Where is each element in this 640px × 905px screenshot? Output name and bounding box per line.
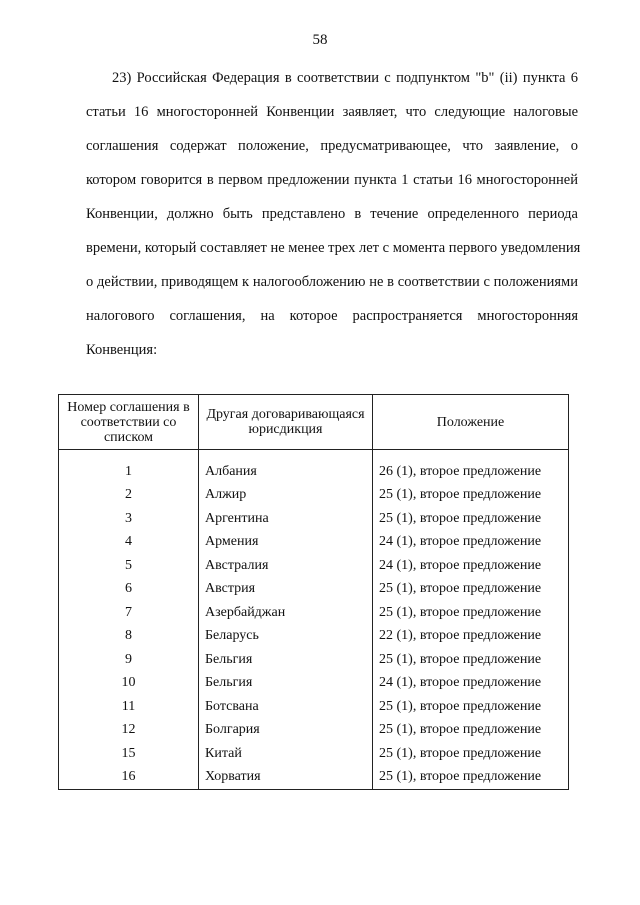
table-row [59, 554, 569, 578]
cell-jurisdiction: Китай [199, 742, 373, 766]
cell-jurisdiction: Алжир [199, 484, 373, 508]
cell-agreement-number: 16 [59, 766, 199, 790]
table-row [59, 531, 569, 555]
cell-provision: 25 (1), второе предложение [373, 601, 569, 625]
cell-jurisdiction: Бельгия [199, 672, 373, 696]
cell-provision: 25 (1), второе предложение [373, 507, 569, 531]
paragraph-line: 23) Российская Федерация в соответствии с подпунктом "b" (ii) пункта 6 [112, 70, 578, 86]
cell-provision: 24 (1), второе предложение [373, 672, 569, 696]
cell-agreement-number: 4 [59, 531, 199, 555]
paragraph-line: котором говорится в первом предложении пункта 1 статьи 16 многосторонней [86, 172, 578, 188]
cell-jurisdiction: Болгария [199, 719, 373, 743]
cell-jurisdiction: Австралия [199, 554, 373, 578]
cell-agreement-number: 11 [59, 695, 199, 719]
table-row [59, 507, 569, 531]
cell-agreement-number: 9 [59, 648, 199, 672]
table-row [59, 625, 569, 649]
paragraph-line: Конвенция: [86, 342, 158, 358]
cell-jurisdiction: Хорватия [199, 766, 373, 790]
table-row [59, 672, 569, 696]
table-row [59, 766, 569, 790]
paragraph-line: времени, который составляет не менее трех лет с момента первого уведомления [86, 240, 581, 256]
cell-jurisdiction: Аргентина [199, 507, 373, 531]
cell-provision: 25 (1), второе предложение [373, 719, 569, 743]
table-row [59, 719, 569, 743]
paragraph-line: Конвенции, должно быть представлено в течение определенного периода [86, 206, 578, 222]
table-row [59, 601, 569, 625]
cell-jurisdiction: Ботсвана [199, 695, 373, 719]
table-spacer-row [59, 450, 569, 461]
cell-agreement-number: 10 [59, 672, 199, 696]
table-body [59, 450, 569, 790]
cell-agreement-number: 7 [59, 601, 199, 625]
cell-provision: 24 (1), второе предложение [373, 554, 569, 578]
declaration-paragraph [86, 61, 581, 367]
paragraph-line: соглашения содержат положение, предусматривающее, что заявление, о [86, 138, 578, 154]
cell-provision: 25 (1), второе предложение [373, 578, 569, 602]
header-agreement-number: Номер соглашения в соответствии со списком [59, 395, 199, 450]
cell-jurisdiction: Австрия [199, 578, 373, 602]
cell-provision: 25 (1), второе предложение [373, 695, 569, 719]
cell-jurisdiction: Беларусь [199, 625, 373, 649]
cell-provision: 26 (1), второе предложение [373, 460, 569, 484]
paragraph-line: статьи 16 многосторонней Конвенции заявляет, что следующие налоговые [86, 104, 578, 120]
cell-provision: 24 (1), второе предложение [373, 531, 569, 555]
cell-agreement-number: 15 [59, 742, 199, 766]
table-header-row [59, 395, 569, 450]
table-row [59, 460, 569, 484]
cell-agreement-number: 6 [59, 578, 199, 602]
cell-agreement-number: 1 [59, 460, 199, 484]
cell-jurisdiction: Албания [199, 460, 373, 484]
table-row [59, 648, 569, 672]
cell-agreement-number: 3 [59, 507, 199, 531]
cell-jurisdiction: Азербайджан [199, 601, 373, 625]
agreements-table [58, 394, 569, 790]
table-row [59, 578, 569, 602]
paragraph-line: налогового соглашения, на которое распространяется многосторонняя [86, 308, 578, 324]
paragraph-line: о действии, приводящем к налогообложению не в соответствии с положениями [86, 274, 578, 290]
cell-agreement-number: 12 [59, 719, 199, 743]
header-jurisdiction: Другая договаривающаяся юрисдикция [199, 395, 373, 450]
page-number: 58 [312, 32, 328, 48]
cell-provision: 22 (1), второе предложение [373, 625, 569, 649]
cell-provision: 25 (1), второе предложение [373, 648, 569, 672]
table-row [59, 742, 569, 766]
table-row [59, 484, 569, 508]
cell-provision: 25 (1), второе предложение [373, 484, 569, 508]
cell-agreement-number: 5 [59, 554, 199, 578]
cell-provision: 25 (1), второе предложение [373, 766, 569, 790]
cell-jurisdiction: Бельгия [199, 648, 373, 672]
cell-agreement-number: 8 [59, 625, 199, 649]
table-row [59, 695, 569, 719]
header-provision: Положение [373, 395, 569, 450]
cell-jurisdiction: Армения [199, 531, 373, 555]
cell-provision: 25 (1), второе предложение [373, 742, 569, 766]
cell-agreement-number: 2 [59, 484, 199, 508]
